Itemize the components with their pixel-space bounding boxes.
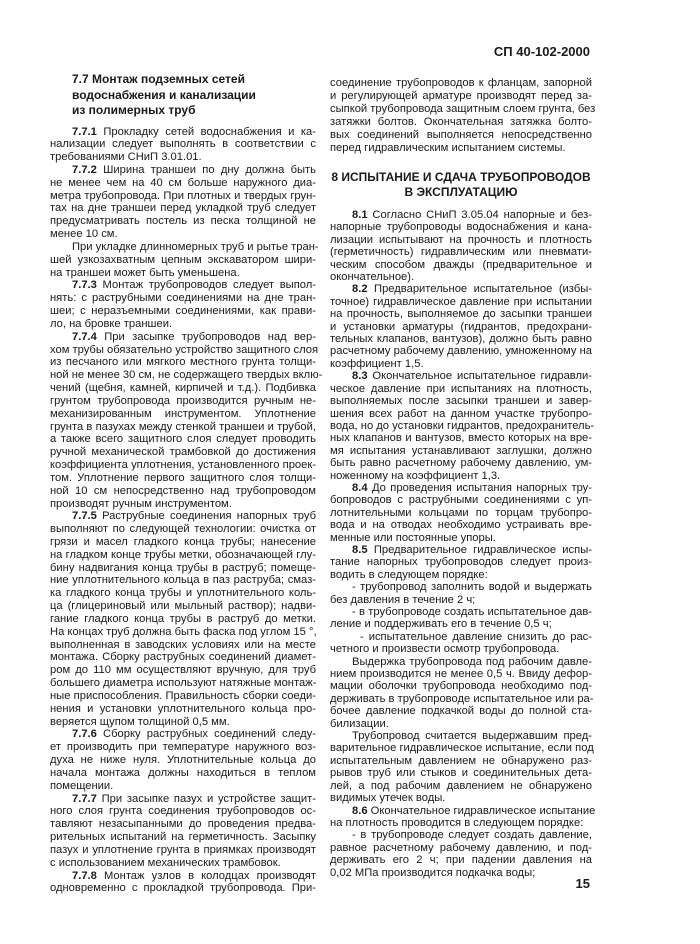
text-line: затяжки болтов. Окончательная затяжка болто- (330, 116, 592, 128)
text-line: тах на дне траншеи перед укладкой труб следует (50, 202, 316, 215)
text-line: на плотность проводится в следующем порядке: (330, 816, 584, 829)
paragraph (50, 279, 316, 330)
text-line: шения всех работ на данном участке трубопро- (330, 407, 592, 420)
text-line: мя испытания устанавливают заглушки, должно (330, 444, 592, 457)
text-line: нализации следует выполнять в соответствии с (50, 138, 316, 151)
text-line: При укладке длинномерных труб и рытье тран- (72, 240, 319, 253)
text-line: вых соединений выполняется непосредственно (330, 129, 592, 141)
text-line: а также всего защитного слоя следует проводить (50, 433, 316, 446)
text-line: расчетному рабочему давлению, умноженному на (330, 345, 592, 358)
text-line: коэффициента уплотнения, установленного проек- (50, 459, 316, 472)
text-line: нять: с раструбными соединениями на дне тран- (50, 292, 316, 305)
text-line: - испытательное давление снизить до рас- (360, 630, 592, 643)
paragraph (50, 870, 316, 896)
clause-number: 7.7.3 (72, 279, 103, 292)
text-line: и регулирующей арматуре производят перед за- (330, 90, 592, 102)
page-number: 15 (575, 876, 590, 891)
text-line: лизации испытывают на прочность и плотность (330, 233, 592, 246)
text-line: требованиями СНиП 3.01.01. (50, 151, 202, 164)
text-line: грунтом трубопровода производится ручным не- (50, 394, 316, 407)
text-line: лей, а под рабочим давлением не обнаружено (330, 779, 592, 792)
text-line: менее 10 см. (50, 228, 118, 241)
text-line: грунта в пазухах между стенкой траншеи и трубой, (50, 420, 316, 433)
text-line: перед гидравлическим испытанием системы. (330, 142, 566, 154)
continued-paragraph (330, 77, 596, 155)
text-line: не менее чем на 40 см больше наружного диа- (50, 176, 316, 189)
paragraph (330, 829, 592, 879)
paragraph (330, 544, 592, 581)
clause-number: 7.7.6 (72, 728, 104, 741)
text-line: быть равно расчетному рабочему давлению, ум- (330, 457, 592, 470)
text-line: на прочность, выполняемое до засыпки траншеи (330, 308, 592, 321)
text-line: ноженному на коэффициент 1,3. (330, 469, 501, 482)
text-line: 8.5 Предварительное гидравлическое испы- (352, 543, 592, 556)
text-line: механизированным инструментом. Уплотнение (50, 407, 316, 420)
text-line: ром до 110 мм осуществляют вручную, для труб (50, 664, 316, 677)
text-line: ление и поддерживать его в течение 0,5 ч; (330, 618, 552, 631)
document-code: СП 40-102-2000 (493, 44, 590, 59)
text-line: держивать его 2 ч; при падении давления на (330, 854, 592, 867)
text-line: 7.7.1 Прокладку сетей водоснабжения и ка- (72, 125, 316, 138)
text-line: помещении. (50, 779, 114, 792)
text-line: ет производить при температуре наружного воз- (50, 741, 316, 754)
text-line: ка гладкого конца трубы и уплотнительного коль- (50, 587, 316, 600)
text-line: (герметичность) гидравлическим или пневмати- (330, 246, 592, 259)
right-body (330, 209, 596, 879)
text-line: ной не менее 30 см, не содержащего твердых вклю- (50, 369, 323, 382)
text-line: без давления в течение 2 ч; (330, 593, 476, 606)
text-line: нием производится не менее 0,5 ч. Ввиду дефор- (330, 668, 592, 681)
text-line: испытательным давлением не обнаружено раз- (330, 754, 592, 767)
clause-number: 7.7.5 (72, 510, 103, 523)
text-line: ло, на бровке траншеи. (50, 317, 173, 330)
text-line: сыпкой трубопровода защитным слоем грунта, без (330, 103, 596, 115)
text-line: ческим способом дважды (предварительное и (330, 258, 592, 271)
paragraph (330, 482, 592, 544)
text-line: лотнительными кольцами по торцам трубопро- (330, 506, 592, 519)
clause-number: 8.1 (352, 209, 373, 221)
text-line: и установки арматуры (гидрантов, предохрани- (330, 320, 592, 333)
paragraph (50, 240, 319, 279)
text-line: 8.4 До проведения испытания напорных тру- (352, 481, 592, 494)
text-line: бочее давление подкачкой воды до полной ста- (330, 705, 592, 718)
text-line: тавляют незасыпанными до проведения предва- (50, 818, 316, 831)
paragraph (50, 126, 316, 164)
title-line: В ЭКСПЛУАТАЦИЮ (404, 185, 518, 199)
right-column (330, 77, 596, 879)
clause-number: 7.7.2 (72, 163, 104, 176)
text-line: ного слоя грунта соединения трубопроводов ос- (50, 805, 316, 818)
text-line: рительных испытаний на герметичность. Засыпку (50, 831, 316, 844)
text-line: на гладком конце трубы метки, обозначающей глу- (50, 548, 316, 561)
text-line: ческое давление при испытаниях на плотность, (330, 382, 592, 395)
left-column (50, 72, 323, 895)
text-line: ние уплотнительного кольца в паз раструба; смаз- (50, 574, 316, 587)
text-line: 8.6 Окончательное гидравлическое испытание (352, 804, 596, 817)
paragraph (330, 209, 592, 283)
text-line: - в трубопроводе создать испытательное дав- (352, 606, 592, 618)
clause-number: 8.6 (352, 804, 371, 817)
text-line: монтажа. Сборку раструбных соединений диамет- (50, 651, 316, 664)
text-line: варительное гидравлическое испытание, если под (330, 742, 594, 755)
clause-number: 7.7.4 (72, 330, 105, 343)
text-line: грязи и масел гладкого конца трубы; нанесение (50, 536, 316, 548)
text-line: выполняемых после засыпки траншеи и завер- (330, 395, 592, 408)
text-line: веряется щупом толщиной 0,5 мм. (50, 715, 230, 728)
text-line: менные или постоянные упоры. (330, 531, 496, 544)
text-line: большего диаметра используют натяжные монтаж- (50, 677, 317, 690)
paragraph (330, 656, 592, 730)
text-line: тание напорных трубопроводов следует произ- (330, 556, 592, 569)
text-line: выполняют по следующей технологии: очистка от (50, 523, 316, 536)
text-line: вода, но до установки гидрантов, предохранитель- (330, 419, 595, 432)
clause-number: 8.5 (352, 543, 374, 556)
text-line: чений (щебня, камней, кирпичей и т.д.). Подбивка (50, 382, 316, 395)
text-line: начала монтажа должны находиться в теплом (50, 766, 316, 779)
text-line: соединение трубопроводов к фланцам, запорной (330, 77, 592, 89)
text-line: рывов труб или стыков и соединительных дета- (330, 767, 592, 780)
text-line: из песчаного или мягкого местного грунта толщи- (50, 356, 316, 369)
text-line: видимых утечек воды. (330, 792, 446, 805)
text-line: метра трубопровода. При плотных и твердых грун- (50, 189, 316, 202)
text-line: шеи; с неразъемными соединениями, как прави- (50, 305, 316, 318)
text-line: бину надвигания конца трубы в раструб; помеще- (50, 561, 316, 574)
paragraph (330, 804, 596, 830)
text-line: 7.7.4 При засыпке трубопроводов над вер- (72, 330, 316, 343)
text-line: 7.7.8 Монтаж узлов в колодцах производят (72, 869, 316, 882)
clause-number: 8.2 (352, 283, 375, 296)
paragraph (330, 730, 592, 804)
text-line: шей узкозахватным цепным экскаватором шири- (50, 253, 316, 266)
text-line: точное) гидравлическое давление при испытании (330, 295, 592, 308)
text-line: предусматривать постель из песка толщиной не (50, 215, 316, 228)
text-line: выполненная в заводских условиях или на месте (50, 638, 316, 651)
text-line: 7.7.7 При засыпке пазух и устройстве защит- (72, 792, 316, 805)
text-line: 7.7.5 Раструбные соединения напорных труб (72, 510, 316, 523)
clause-number: 7.7.8 (72, 869, 104, 882)
text-line: хом трубы обязательно устройство защитного слоя (50, 343, 319, 356)
text-line: 8.2 Предварительное испытательное (избы- (352, 283, 592, 296)
text-line: окончательное). (330, 271, 415, 284)
text-line: производят ручным инструментом. (50, 497, 232, 510)
paragraph (50, 330, 323, 511)
text-line: на траншеи может быть уменьшена. (50, 266, 240, 279)
paragraph (50, 510, 316, 728)
text-line: 8.3 Окончательное испытательное гидравли- (352, 370, 592, 383)
text-line: духа не ниже нуля. Уплотнительные кольца до (50, 754, 316, 767)
title-line: 7.7 Монтаж подземных сетей (72, 72, 245, 86)
text-line: ные приспособления. Правильность сборки соеди- (50, 689, 316, 702)
text-line: нения и установки уплотнительного кольца про- (50, 702, 316, 715)
text-line: мации оболочки трубопровода необходимо под- (330, 680, 592, 693)
text-line: тельных клапанов, вантузов), должно быть равно (330, 333, 592, 346)
title-line: из полимерных труб (72, 103, 196, 117)
clause-number: 7.7.1 (72, 125, 104, 138)
title-line: 8 ИСПЫТАНИЕ И СДАЧА ТРУБОПРОВОДОВ (331, 170, 591, 184)
text-line: 7.7.6 Сборку раструбных соединений следу- (72, 728, 316, 741)
title-line: водоснабжения и канализации (72, 87, 256, 102)
paragraph (330, 283, 592, 370)
text-line: 8.1 Согласно СНиП 3.05.04 напорные и без- (352, 209, 592, 221)
paragraph (330, 581, 592, 606)
text-line: ных клапанов и вантузов, вместо которых на вре- (330, 432, 592, 445)
text-line: ца (глицериновый или мыльный раствор); надви- (50, 600, 316, 613)
text-line: Трубопровод считается выдержавшим пред- (352, 730, 592, 743)
clause-number: 7.7.7 (72, 792, 102, 805)
text-line: коэффициент 1,5. (330, 357, 424, 370)
text-line: одновременно с прокладкой трубопровода. При- (50, 882, 316, 895)
text-line: - в трубопроводе следует создать давление, (352, 829, 592, 842)
section-8-title (330, 170, 592, 200)
text-line: держивать в трубопроводе испытательное или ра- (330, 692, 594, 705)
left-body (50, 125, 323, 896)
text-line: равное расчетному рабочему давлению, и под- (330, 841, 592, 854)
text-line: На концах труб должна быть фаска под углом 15 °, (50, 625, 317, 638)
section-7-7-title (50, 72, 316, 119)
text-line: 7.7.3 Монтаж трубопроводов следует выпол- (72, 279, 316, 292)
text-line: - трубопровод заполнить водой и выдержать (352, 581, 592, 594)
text-line: гание гладкого конца трубы в раструб до метки. (50, 612, 316, 625)
text-line: 7.7.2 Ширина траншеи по дну должна быть (72, 163, 316, 176)
paragraph (330, 631, 592, 656)
paragraph (330, 606, 592, 631)
text-line: ной 10 см непосредственно над трубопроводом (50, 484, 316, 497)
text-line: ручной механической трамбовкой до достижения (50, 446, 316, 459)
text-line: бопроводов с раструбными соединениями с уп- (330, 494, 592, 507)
text-line: вода и на отводах необходимо устраивать вре- (330, 519, 592, 532)
paragraph (50, 164, 316, 241)
text-line: четного и произвести осмотр трубопровода. (330, 643, 560, 656)
text-line: билизации. (330, 717, 389, 730)
paragraph (50, 728, 316, 792)
text-line: напорные трубопроводы водоснабжения и канa- (330, 221, 592, 234)
paragraph (330, 370, 595, 482)
text-line: Выдержка трубопровода под рабочим давле- (352, 655, 592, 668)
paragraph (50, 793, 316, 870)
text-line: с использованием механических трамбовок. (50, 856, 281, 869)
text-line: том. Уплотнение первого защитного слоя толщи- (50, 471, 316, 484)
text-line: пазух и уплотнение грунта в приямках производят (50, 843, 316, 856)
clause-number: 8.3 (352, 370, 373, 383)
text-line: водить в следующем порядке: (330, 568, 488, 581)
clause-number: 8.4 (352, 481, 372, 494)
text-line: 0,02 МПа производится подкачка воды; (330, 866, 536, 879)
